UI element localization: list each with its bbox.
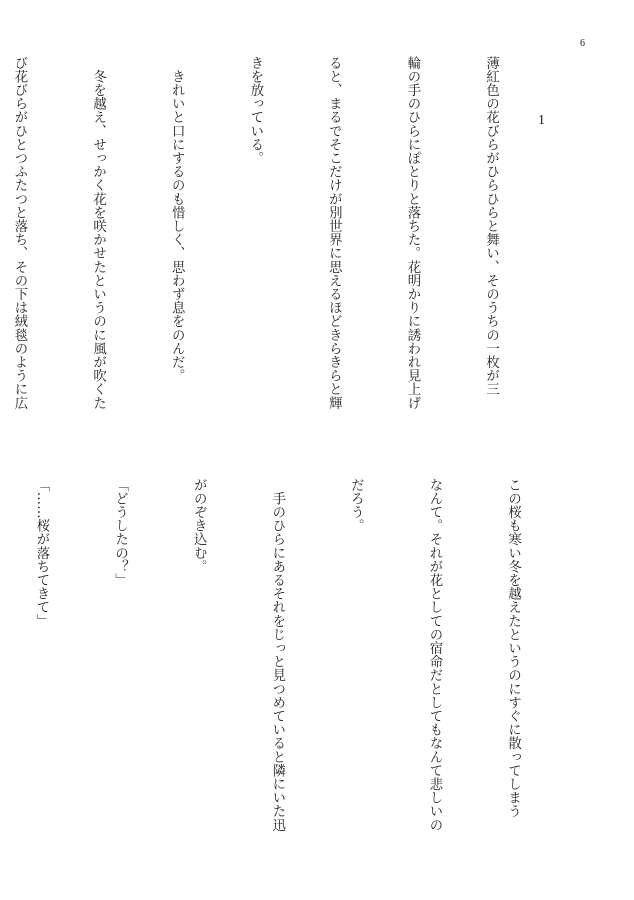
text-line: きれいと口にするのも惜しく、思わず息をのんだ。 (169, 56, 185, 383)
text-line: だろう。 (348, 478, 364, 533)
text-line: なんて。それが花としての宿命だとしてもなんて悲しいの (426, 478, 442, 832)
text-line: 「どうしたの？」 (112, 478, 128, 587)
text-block-lower (0, 478, 578, 863)
chapter-number: 1 (538, 113, 545, 128)
text-line: がのぞき込む。 (191, 478, 207, 574)
text-line: 手のひらにあるそれをじっと見つめていると隣にいた迅 (269, 478, 285, 832)
text-block-upper (0, 56, 556, 416)
page-number: 6 (580, 38, 585, 49)
text-line: ると、まるでそこだけが別世界に思えるほどきらきらと輝 (326, 56, 342, 410)
text-line: 冬を越え、せっかく花を咲かせたというのに風が吹くた (90, 56, 106, 410)
text-line: きを放っている。 (247, 56, 263, 165)
text-line: 薄紅色の花びらがひらひらと舞い、そのうちの一枚が三 (483, 56, 499, 396)
text-line: この桜も寒い冬を越えたというのにすぐに散ってしまう (505, 478, 521, 818)
text-line: 輪の手のひらにぽとりと落ちた。花明かりに誘われ見上げ (404, 56, 420, 410)
text-line: 「……桜が落ちてきて」 (33, 478, 49, 628)
text-line: び花びらがひとつふたつと落ち、その下は絨毯のように広 (11, 56, 27, 410)
